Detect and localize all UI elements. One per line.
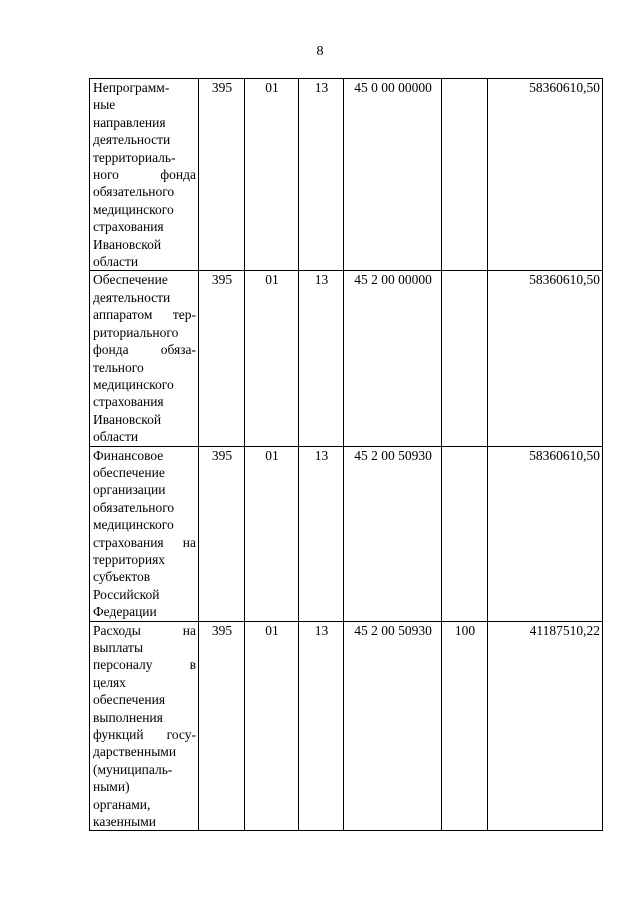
name-word: фонда xyxy=(93,342,129,358)
name-word: на xyxy=(182,622,196,638)
row-name-cell xyxy=(90,621,199,831)
name-line: обеспечения xyxy=(93,692,166,708)
vr-cell xyxy=(442,271,488,446)
name-line: Федерации xyxy=(93,604,157,620)
name-line: казенными xyxy=(93,814,156,830)
sum-cell: 58360610,50 xyxy=(488,446,603,621)
vr-cell xyxy=(442,446,488,621)
table-row xyxy=(90,446,603,621)
table-row xyxy=(90,621,603,831)
name-line: ными) xyxy=(93,779,130,795)
grbs-cell: 395 xyxy=(199,621,245,831)
name-word: обяза- xyxy=(160,342,196,358)
name-line: обязательного xyxy=(93,499,175,515)
name-line: территориаль- xyxy=(93,149,176,165)
name-word: тер- xyxy=(172,307,196,323)
name-line: ные xyxy=(93,97,116,113)
vr-cell: 100 xyxy=(442,621,488,831)
name-line: целях xyxy=(93,674,126,690)
name-word: функций xyxy=(93,727,144,743)
pr-cell: 13 xyxy=(299,271,344,446)
sum-cell: 58360610,50 xyxy=(488,79,603,271)
name-line: территориях xyxy=(93,551,166,567)
budget-table xyxy=(89,78,603,831)
grbs-cell: 395 xyxy=(199,79,245,271)
name-line: Непрограмм- xyxy=(93,80,170,95)
name-line: Обеспечение xyxy=(93,272,168,288)
name-line xyxy=(93,656,196,673)
name-word: страхования xyxy=(93,534,164,550)
name-word: на xyxy=(182,534,196,550)
csr-cell: 45 2 00 50930 xyxy=(344,621,442,831)
name-line: Ивановской xyxy=(93,236,162,252)
rz-cell: 01 xyxy=(245,621,299,831)
name-line: направления xyxy=(93,114,166,130)
name-line: субъектов xyxy=(93,569,151,585)
csr-cell: 45 2 00 00000 xyxy=(344,271,442,446)
name-line xyxy=(93,166,196,183)
page-number: 8 xyxy=(316,44,324,59)
name-word: Расходы xyxy=(93,622,141,638)
rz-cell: 01 xyxy=(245,79,299,271)
name-line: области xyxy=(93,429,139,445)
name-line: Российской xyxy=(93,586,160,602)
grbs-cell: 395 xyxy=(199,446,245,621)
name-line: Ивановской xyxy=(93,411,162,427)
sum-cell: 41187510,22 xyxy=(488,621,603,831)
name-line xyxy=(93,534,196,551)
rz-cell: 01 xyxy=(245,446,299,621)
name-word: в xyxy=(189,657,196,673)
name-line: медицинского xyxy=(93,517,174,533)
name-line: медицинского xyxy=(93,376,174,392)
name-line: страхования xyxy=(93,394,164,410)
name-line: обязательного xyxy=(93,184,175,200)
name-line: тельного xyxy=(93,359,144,375)
name-word: госу- xyxy=(166,727,196,743)
name-line xyxy=(93,306,196,323)
name-line: выполнения xyxy=(93,709,163,725)
name-line: дарственными xyxy=(93,744,177,760)
name-line xyxy=(93,341,196,358)
row-name-cell xyxy=(90,271,199,446)
name-line xyxy=(93,726,196,743)
pr-cell: 13 xyxy=(299,79,344,271)
pr-cell: 13 xyxy=(299,446,344,621)
name-line: организации xyxy=(93,482,166,498)
name-line xyxy=(93,622,196,639)
vr-cell xyxy=(442,79,488,271)
name-line: выплаты xyxy=(93,640,144,655)
sum-cell: 58360610,50 xyxy=(488,271,603,446)
table-row xyxy=(90,79,603,271)
row-name-cell xyxy=(90,79,199,271)
name-word: аппаратом xyxy=(93,307,153,323)
pr-cell: 13 xyxy=(299,621,344,831)
name-line: страхования xyxy=(93,219,164,235)
row-name-cell xyxy=(90,446,199,621)
name-line: деятельности xyxy=(93,132,171,148)
csr-cell: 45 2 00 50930 xyxy=(344,446,442,621)
table-row xyxy=(90,271,603,446)
grbs-cell: 395 xyxy=(199,271,245,446)
name-line: деятельности xyxy=(93,289,171,305)
name-word: персоналу xyxy=(93,657,153,673)
name-line: медицинского xyxy=(93,201,174,217)
csr-cell: 45 0 00 00000 xyxy=(344,79,442,271)
name-line: органами, xyxy=(93,796,151,812)
name-word: ного xyxy=(93,167,119,183)
rz-cell: 01 xyxy=(245,271,299,446)
name-line: обеспечение xyxy=(93,464,165,480)
name-line: (муниципаль- xyxy=(93,761,173,777)
name-word: фонда xyxy=(160,167,196,183)
name-line: Финансовое xyxy=(93,447,164,463)
name-line: области xyxy=(93,254,139,270)
name-line: риториального xyxy=(93,324,179,340)
